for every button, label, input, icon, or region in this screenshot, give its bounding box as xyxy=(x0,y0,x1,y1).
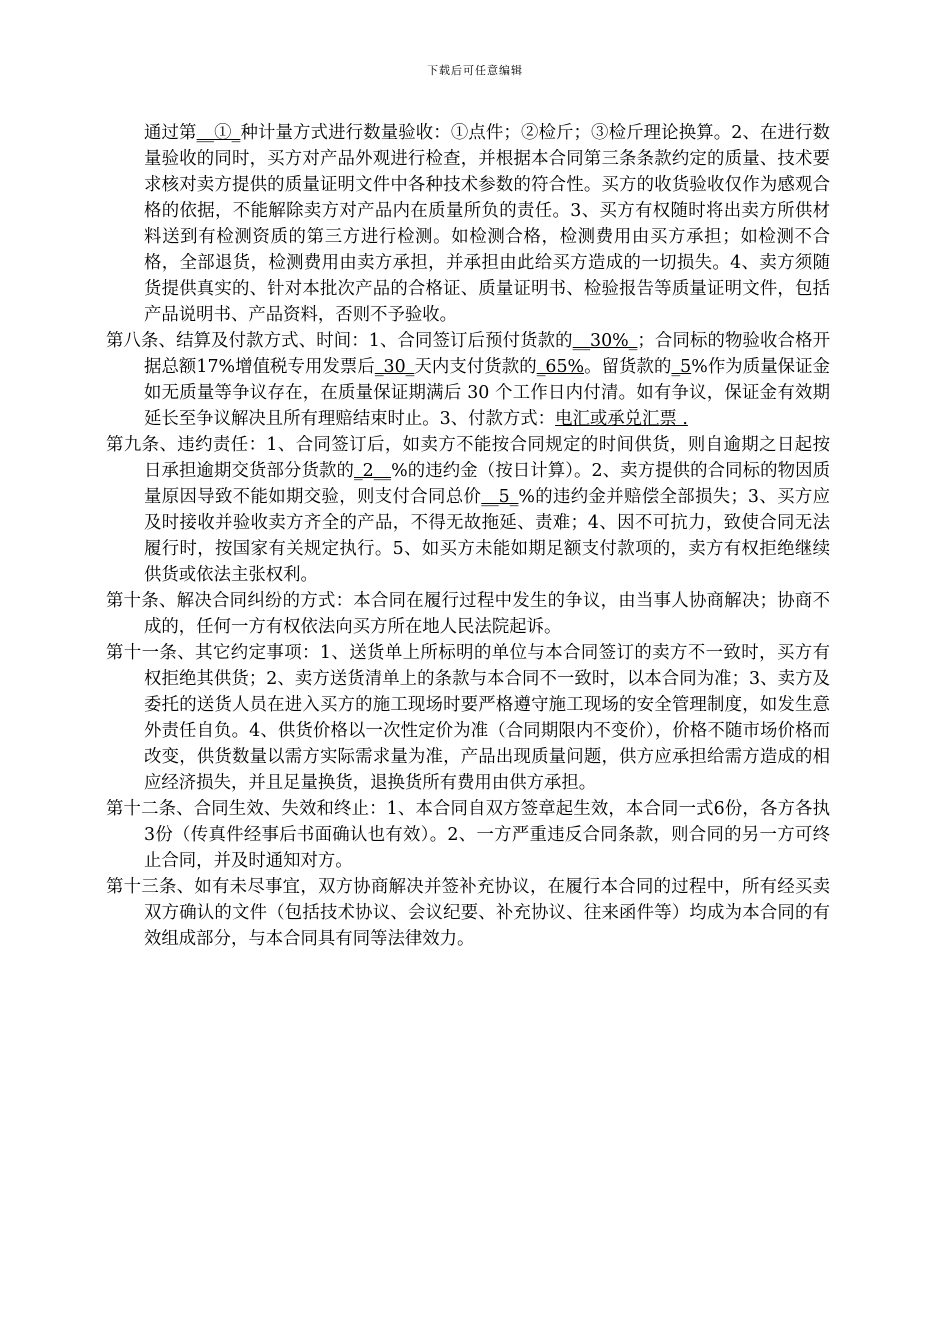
article-12: 第十二条、合同生效、失效和终止：1、本合同自双方签章起生效，本合同一式6份，各方各执 3份（传真件经事后书面确认也有效）。2、一方严重违反合同条款，则合同的另一方可终止合同，并及时通知对方。 xyxy=(106,799,830,871)
article-11: 第十一条、其它约定事项：1、送货单上所标明的单位与本合同签订的卖方不一致时，买方有权拒绝其供货；2、卖方送货清单上的条款与本合同不一致时，以本合同为准；3、卖方及委托的送货人员在进入买方的施工现场时要严格遵守施工现场的安全管理制度，如发生意外责任自负。4、供货价格以一次性定价为准（合同期限内不变价），价格不随市场价格而改变，供货数量以需方实际需求量为准，产品出现质量问题，供方应承担给需方造成的相应经济损失，并且足量换货，退换货所有费用由供方承担。 xyxy=(106,643,830,793)
contract-body xyxy=(106,120,830,952)
text: %的违约金并赔偿全部损失；3、买方应及时接收并验收卖方齐全的产品，不得无故拖延、责难；4、因不可抗力，致使合同无法履行时，按国家有关规定执行。5、如买方未能如期足额支付款项的，卖方有权拒绝继续供货或依法主张权利。 xyxy=(144,487,830,585)
blank-prepay: __30%_ xyxy=(572,331,638,351)
blank-payment-method: 电汇或承兑汇票 . xyxy=(555,409,688,429)
article-10: 第十条、解决合同纠纷的方式：本合同在履行过程中发生的争议，由当事人协商解决；协商不成的，任何一方有权依法向买方所在地人民法院起诉。 xyxy=(106,591,830,637)
blank-retention: _5 xyxy=(671,357,692,377)
text: 第九条、违约责任：1、合同签订后，如卖方不能按合同规定的时间供货，则自逾期之日起按日承担逾期交货部分货款的 xyxy=(106,435,830,481)
text: %的违约金（按日计算）。2、卖方提供的合同标的物因质量原因导致不能如期交验，则支付合同总价 xyxy=(144,461,830,507)
text: 种计量方式进行数量验收：①点件；②检斤；③检斤理论换算。2、在进行数量验收的同时，买方对产品外观进行检查，并根据本合同第三条条款约定的质量、技术要求核对卖方提供的质量证明文件中各种技术参数的符合性。买方的收货验收仅作为感观合格的依据，不能解除卖方对产品内在质量所负的责任。3、买方有权随时将出卖方所供材料送到有检测资质的第三方进行检测。如检测合格，检测费用由买方承担；如检测不合格，全部退货，检测费用由卖方承担，并承担由此给买方造成的一切损失。4、卖方须随货提供真实的、针对本批次产品的合格证、质量证明书、检验报告等质量证明文件，包括产品说明书、产品资料，否则不予验收。 xyxy=(144,123,830,325)
text: 天内支付货款的 xyxy=(414,357,537,377)
blank-days: _30_ xyxy=(374,357,415,377)
blank-penalty-total: __5_ xyxy=(481,487,519,507)
blank-penalty-daily: _2__ xyxy=(353,461,392,481)
text: 通过第 xyxy=(144,123,197,143)
page-header: 下载后可任意编辑 xyxy=(427,64,523,77)
blank-payment-pct: _65% xyxy=(536,357,585,377)
article-13: 第十三条、如有未尽事宜，双方协商解决并签补充协议，在履行本合同的过程中，所有经买卖双方确认的文件（包括技术协议、会议纪要、补充协议、往来函件等）均成为本合同的有效组成部分，与本合同具有同等法律效力。 xyxy=(106,877,830,949)
text: %作为质量保证金如无质量等争议存在，在质量保证期满后 30 个工作日内付清。如有争议，保证金有效期延长至争议解决且所有理赔结束时止。3、付款方式： xyxy=(144,357,830,429)
text: 第八条、结算及付款方式、时间：1、合同签订后预付货款的 xyxy=(106,331,573,351)
article-8 xyxy=(106,328,830,432)
blank-measure-method: __①_ xyxy=(196,123,241,143)
article-7-continuation xyxy=(106,120,830,328)
text: ；合同标的物验收合格开据总额17%增值税专用发票后 xyxy=(144,331,830,377)
text: 。留货款的 xyxy=(584,357,672,377)
article-9 xyxy=(106,432,830,588)
